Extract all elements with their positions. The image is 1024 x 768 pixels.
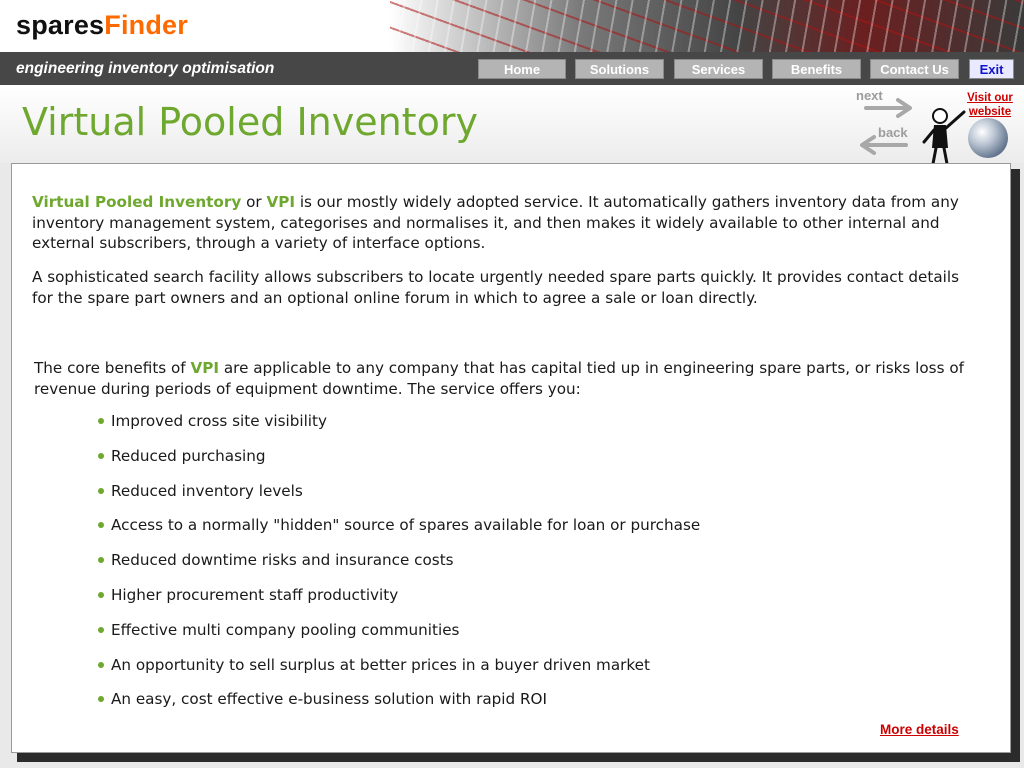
back-arrow-icon[interactable]	[856, 135, 908, 155]
nav-exit-button[interactable]: Exit	[969, 59, 1014, 79]
benefits-intro-paragraph	[34, 358, 969, 399]
nav-benefits-button[interactable]: Benefits	[772, 59, 861, 79]
list-item	[98, 482, 700, 517]
benefit-text: Reduced purchasing	[111, 446, 266, 465]
list-item	[98, 586, 700, 621]
logo-part-spares: spares	[16, 10, 105, 40]
sparesfinder-logo[interactable]	[16, 10, 188, 41]
intro-paragraph	[32, 192, 967, 254]
bullet-dot-icon	[98, 522, 104, 528]
benefit-text: Improved cross site visibility	[111, 412, 327, 430]
benefit-text: Higher procurement staff productivity	[111, 585, 399, 604]
intro-rest: is our mostly widely adopted service. It automatically gathers inventory data from any inventory management system, categorises and normalises it, and then makes it widely available to other internal and external subscribers, through a variety of interface options.	[32, 193, 959, 253]
list-item	[98, 656, 700, 691]
list-item	[98, 516, 700, 551]
header-banner-image	[390, 0, 1024, 52]
bullet-dot-icon	[98, 696, 104, 702]
bullet-dot-icon	[98, 662, 104, 668]
visit-label-line1: Visit our	[967, 92, 1013, 104]
bullet-dot-icon	[98, 592, 104, 598]
list-item	[98, 690, 700, 725]
tagline: engineering inventory optimisation	[16, 60, 275, 77]
benefits-list	[98, 412, 700, 725]
nav-bar	[0, 52, 1024, 85]
nav-contact-button[interactable]: Contact Us	[870, 59, 959, 79]
benefits-vpi-abbr: VPI	[190, 359, 220, 377]
term-vpi-full: Virtual Pooled Inventory	[32, 193, 242, 211]
benefits-lead: The core benefits of	[34, 359, 186, 377]
term-vpi-abbr: VPI	[266, 193, 295, 211]
visit-website-link[interactable]	[960, 91, 1020, 119]
bullet-dot-icon	[98, 453, 104, 459]
list-item	[98, 621, 700, 656]
next-arrow-icon[interactable]	[864, 98, 916, 118]
nav-home-button[interactable]: Home	[478, 59, 566, 79]
header-bar	[0, 0, 1024, 52]
intro-or: or	[246, 193, 262, 211]
bullet-dot-icon	[98, 557, 104, 563]
benefit-text: Reduced downtime risks and insurance costs	[111, 551, 454, 570]
bullet-dot-icon	[98, 627, 104, 633]
globe-icon[interactable]	[968, 118, 1008, 158]
benefits-rest: are applicable to any company that has capital tied up in engineering spare parts, or risks loss of revenue during periods of equipment downtime. The service offers you:	[34, 359, 964, 398]
nav-solutions-button[interactable]: Solutions	[575, 59, 664, 79]
next-link[interactable]: next	[856, 88, 883, 103]
benefit-text: Effective multi company pooling communities	[111, 620, 460, 639]
benefit-text: An easy, cost effective e-business solution with rapid ROI	[111, 690, 547, 709]
visit-label-line2: website	[968, 106, 1012, 118]
bullet-dot-icon	[98, 488, 104, 494]
page-title: Virtual Pooled Inventory	[22, 100, 478, 144]
list-item	[98, 447, 700, 482]
back-link[interactable]: back	[878, 125, 908, 140]
list-item	[98, 412, 700, 447]
benefit-text: An opportunity to sell surplus at better prices in a buyer driven market	[111, 655, 650, 674]
benefit-text: Reduced inventory levels	[111, 481, 303, 500]
nav-services-button[interactable]: Services	[674, 59, 763, 79]
bullet-dot-icon	[98, 418, 104, 424]
list-item	[98, 551, 700, 586]
benefit-text: Access to a normally "hidden" source of spares available for loan or purchase	[111, 516, 701, 535]
more-details-link[interactable]: More details	[880, 722, 959, 737]
search-paragraph: A sophisticated search facility allows subscribers to locate urgently needed spare parts quickly. It provides contact details for the spare part owners and an optional online forum in which to agree a sale or loan directly.	[32, 268, 959, 307]
logo-part-finder: Finder	[104, 10, 188, 40]
